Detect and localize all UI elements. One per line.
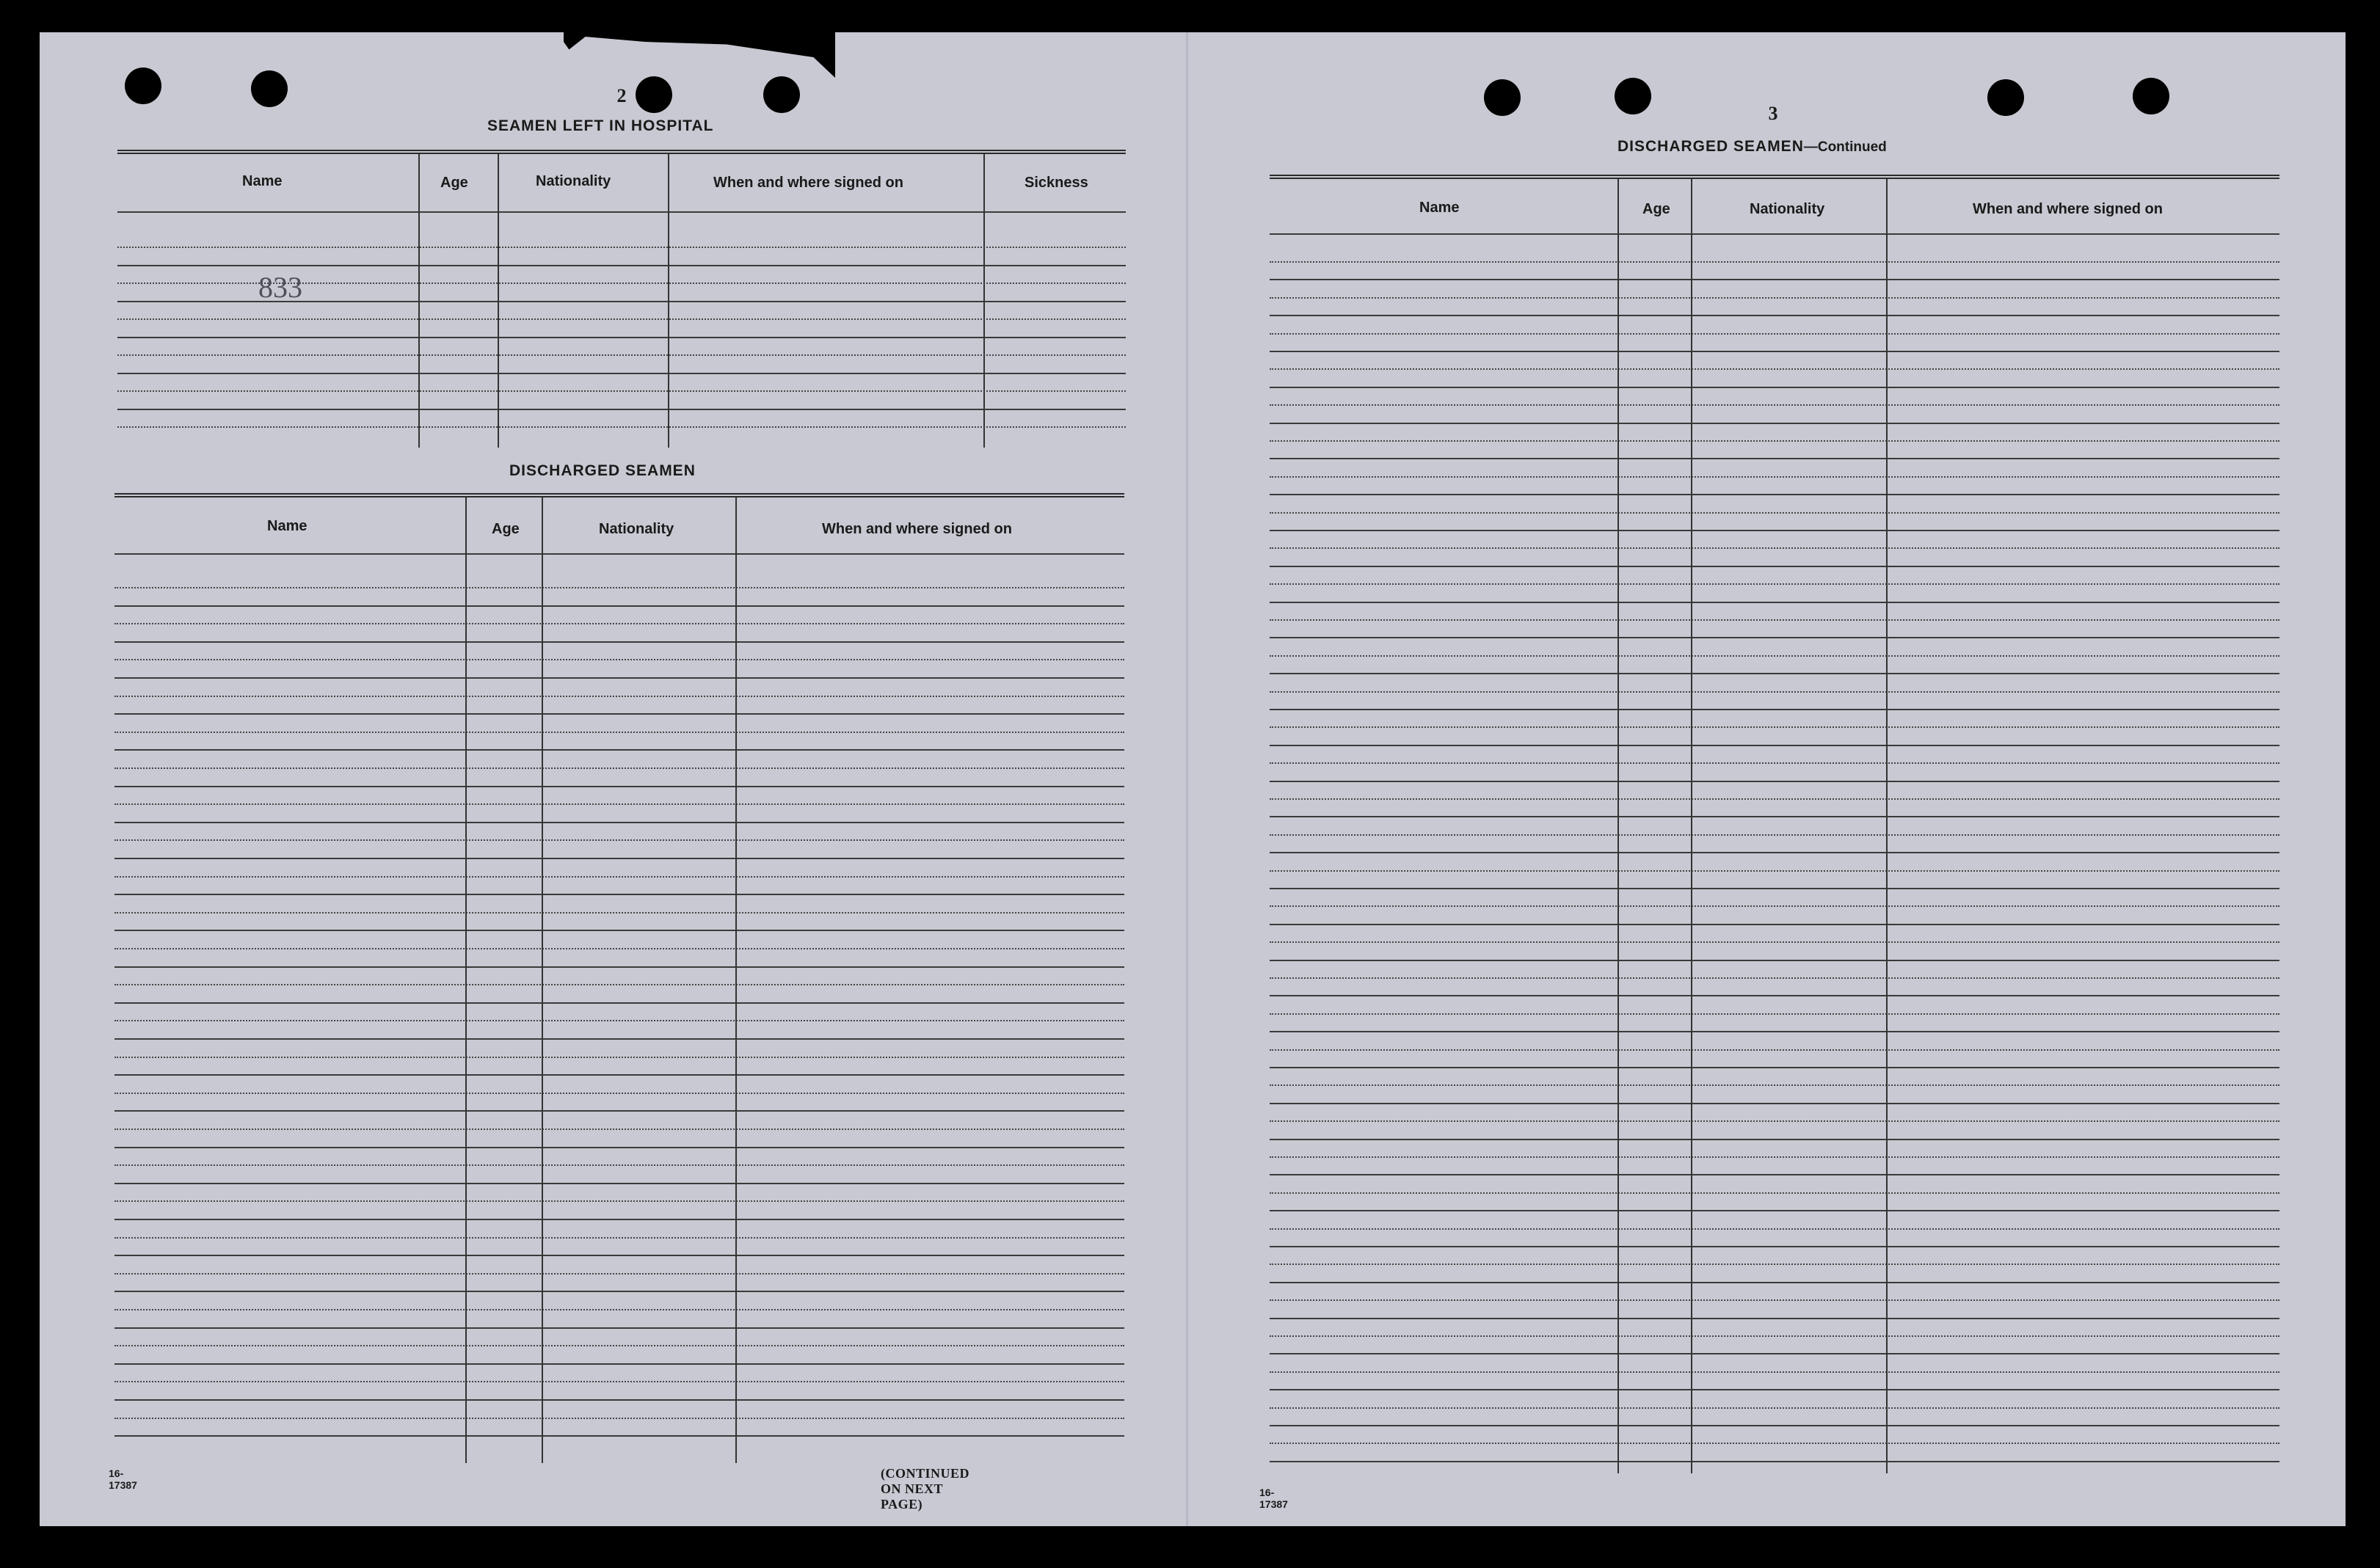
table-row-rule <box>1270 745 2279 746</box>
column-header-age: Age <box>440 175 468 191</box>
table-row-rule <box>1270 351 2279 352</box>
table-row-rule <box>117 265 1126 266</box>
table-row-rule <box>1270 297 2279 299</box>
table-row-rule <box>114 1345 1124 1346</box>
table-row-rule <box>114 966 1124 968</box>
table-row-rule <box>114 749 1124 751</box>
table-row-rule <box>114 1147 1124 1148</box>
table-row-rule <box>114 623 1124 624</box>
table-row-rule <box>1270 1425 2279 1426</box>
table-row-rule <box>1270 924 2279 925</box>
table-row-rule <box>1270 1049 2279 1051</box>
table-row-rule <box>1270 368 2279 370</box>
table-row-rule <box>1270 387 2279 388</box>
column-header-nationality: Nationality <box>536 173 611 189</box>
table-row-rule <box>1270 709 2279 710</box>
table-row-rule <box>1270 1192 2279 1194</box>
column-rule <box>498 154 499 448</box>
column-rule <box>1886 179 1888 1473</box>
table-row-rule <box>114 894 1124 895</box>
table-row-rule <box>114 1327 1124 1329</box>
table-row-rule <box>114 677 1124 679</box>
table-row-rule <box>114 839 1124 841</box>
table-row-rule <box>1270 619 2279 621</box>
header-rule <box>114 553 1124 555</box>
discharged-section-title: DISCHARGED SEAMEN <box>509 462 696 479</box>
table-row-rule <box>1270 1031 2279 1032</box>
form-number: 16-17387 <box>109 1467 137 1491</box>
table-row-rule <box>114 858 1124 859</box>
table-row-rule <box>1270 1282 2279 1283</box>
table-row-rule <box>114 930 1124 931</box>
column-header-nationality: Nationality <box>599 521 674 537</box>
table-row-rule <box>1270 315 2279 316</box>
table-row-rule <box>114 713 1124 715</box>
hospital-section-title: SEAMEN LEFT IN HOSPITAL <box>487 117 714 134</box>
table-row-rule <box>117 337 1126 338</box>
table-row-rule <box>1270 1120 2279 1122</box>
discharged-seamen-table <box>114 493 1124 1465</box>
table-row-rule <box>1270 941 2279 943</box>
table-row-rule <box>117 318 1126 320</box>
table-row-rule <box>1270 798 2279 800</box>
punch-hole <box>2133 78 2169 114</box>
table-row-rule <box>1270 762 2279 764</box>
table-row-rule <box>1270 995 2279 996</box>
table-row-rule <box>117 373 1126 374</box>
punch-hole <box>1615 78 1651 114</box>
table-row-rule <box>1270 1407 2279 1409</box>
table-row-rule <box>114 587 1124 588</box>
table-row-rule <box>114 1381 1124 1382</box>
column-rule <box>1691 179 1692 1473</box>
table-row-rule <box>1270 888 2279 889</box>
column-header-sickness: Sickness <box>1025 175 1088 191</box>
title-text: DISCHARGED SEAMEN <box>1617 138 1804 155</box>
table-row-rule <box>114 1219 1124 1220</box>
handwritten-number: 833 <box>258 271 302 304</box>
table-row-rule <box>114 912 1124 914</box>
table-row-rule <box>1270 476 2279 478</box>
table-row-rule <box>1270 1443 2279 1444</box>
table-row-rule <box>1270 1299 2279 1301</box>
table-row-rule <box>114 1255 1124 1256</box>
table-row-rule <box>1270 1174 2279 1175</box>
table-row-rule <box>1270 261 2279 263</box>
table-row-rule <box>114 1074 1124 1076</box>
table-row-rule <box>114 1363 1124 1365</box>
header-rule <box>117 211 1126 213</box>
table-row-rule <box>1270 977 2279 979</box>
table-row-rule <box>1270 960 2279 961</box>
table-row-rule <box>114 1237 1124 1239</box>
table-row-rule <box>1270 1084 2279 1086</box>
punch-hole <box>763 76 800 113</box>
table-row-rule <box>1270 726 2279 728</box>
table-row-rule <box>1270 1246 2279 1247</box>
table-row-rule <box>1270 440 2279 442</box>
table-row-rule <box>1270 423 2279 424</box>
table-row-rule <box>114 605 1124 607</box>
column-header-age: Age <box>1642 201 1670 217</box>
table-row-rule <box>114 876 1124 878</box>
table-row-rule <box>1270 691 2279 693</box>
column-header-age: Age <box>492 521 520 537</box>
table-row-rule <box>117 409 1126 410</box>
table-row-rule <box>1270 1156 2279 1158</box>
table-row-rule <box>114 732 1124 733</box>
table-row-rule <box>114 1020 1124 1021</box>
table-row-rule <box>1270 1228 2279 1230</box>
column-rule <box>418 154 420 448</box>
table-row-rule <box>114 1128 1124 1130</box>
table-row-rule <box>117 390 1126 392</box>
punch-hole <box>125 68 161 104</box>
table-row-rule <box>1270 458 2279 459</box>
table-row-rule <box>1270 905 2279 907</box>
table-row-rule <box>114 1093 1124 1094</box>
table-row-rule <box>114 1291 1124 1292</box>
column-header-name: Name <box>242 173 283 189</box>
column-header-signed-on: When and where signed on <box>1973 201 2163 217</box>
table-row-rule <box>114 948 1124 949</box>
table-row-rule <box>1270 1210 2279 1211</box>
page-number: 3 <box>1768 103 1778 124</box>
table-row-rule <box>117 247 1126 248</box>
punch-hole <box>1987 79 2024 116</box>
form-number: 16-17387 <box>1259 1487 1288 1510</box>
table-row-rule <box>1270 1013 2279 1015</box>
table-row-rule <box>114 822 1124 823</box>
table-row-rule <box>1270 602 2279 603</box>
table-row-rule <box>117 354 1126 356</box>
table-row-rule <box>1270 566 2279 567</box>
table-row-rule <box>114 659 1124 660</box>
column-header-signed-on: When and where signed on <box>822 521 1012 537</box>
table-row-rule <box>114 1183 1124 1184</box>
table-row-rule <box>1270 494 2279 495</box>
punch-hole <box>251 70 288 107</box>
table-row-rule <box>1270 852 2279 853</box>
table-row-rule <box>1270 1067 2279 1068</box>
table-row-rule <box>114 641 1124 643</box>
punch-hole <box>1484 79 1521 116</box>
table-row-rule <box>114 1110 1124 1112</box>
table-row-rule <box>1270 404 2279 406</box>
table-row-rule <box>1270 1353 2279 1354</box>
column-header-signed-on: When and where signed on <box>713 175 903 191</box>
column-header-name: Name <box>267 518 307 534</box>
column-rule <box>668 154 669 448</box>
table-row-rule <box>1270 816 2279 817</box>
column-rule <box>465 497 467 1463</box>
column-header-nationality: Nationality <box>1750 201 1825 217</box>
table-row-rule <box>114 1399 1124 1401</box>
table-row-rule <box>1270 673 2279 674</box>
table-row-rule <box>1270 333 2279 335</box>
table-row-rule <box>114 1418 1124 1419</box>
table-row-rule <box>114 1164 1124 1166</box>
table-row-rule <box>114 767 1124 769</box>
table-row-rule <box>114 1057 1124 1058</box>
table-row-rule <box>1270 1139 2279 1140</box>
table-row-rule <box>1270 1318 2279 1319</box>
table-row-rule <box>114 1273 1124 1275</box>
title-suffix: —Continued <box>1803 139 1887 155</box>
column-rule <box>983 154 985 448</box>
discharged-continued-title <box>1617 138 1887 156</box>
table-row-rule <box>1270 870 2279 872</box>
column-rule <box>542 497 543 1463</box>
table-row-rule <box>1270 512 2279 514</box>
table-row-rule <box>114 1200 1124 1202</box>
column-rule <box>735 497 737 1463</box>
table-row-rule <box>1270 530 2279 531</box>
column-rule <box>1617 179 1619 1473</box>
table-row-rule <box>1270 1335 2279 1337</box>
continued-note: (CONTINUED ON NEXT PAGE) <box>881 1466 970 1512</box>
table-row-rule <box>1270 1389 2279 1390</box>
header-rule <box>1270 233 2279 235</box>
table-row-rule <box>114 696 1124 697</box>
table-row-rule <box>114 803 1124 805</box>
table-row-rule <box>114 984 1124 985</box>
table-row-rule <box>114 1038 1124 1040</box>
table-row-rule <box>114 1435 1124 1437</box>
table-row-rule <box>1270 1263 2279 1265</box>
table-row-rule <box>1270 834 2279 836</box>
table-row-rule <box>1270 279 2279 280</box>
table-row-rule <box>114 1002 1124 1004</box>
discharged-seamen-continued-table <box>1270 175 2279 1476</box>
page-number: 2 <box>616 85 627 106</box>
table-row-rule <box>1270 637 2279 638</box>
table-row-rule <box>1270 655 2279 657</box>
table-row-rule <box>1270 781 2279 782</box>
table-row-rule <box>117 426 1126 428</box>
table-row-rule <box>114 1309 1124 1310</box>
table-row-rule <box>1270 583 2279 585</box>
table-row-rule <box>1270 1461 2279 1462</box>
table-row-rule <box>1270 547 2279 549</box>
column-header-name: Name <box>1419 200 1460 216</box>
table-row-rule <box>1270 1371 2279 1373</box>
table-row-rule <box>1270 1103 2279 1104</box>
table-row-rule <box>114 786 1124 787</box>
page-fold <box>1186 32 1188 1526</box>
